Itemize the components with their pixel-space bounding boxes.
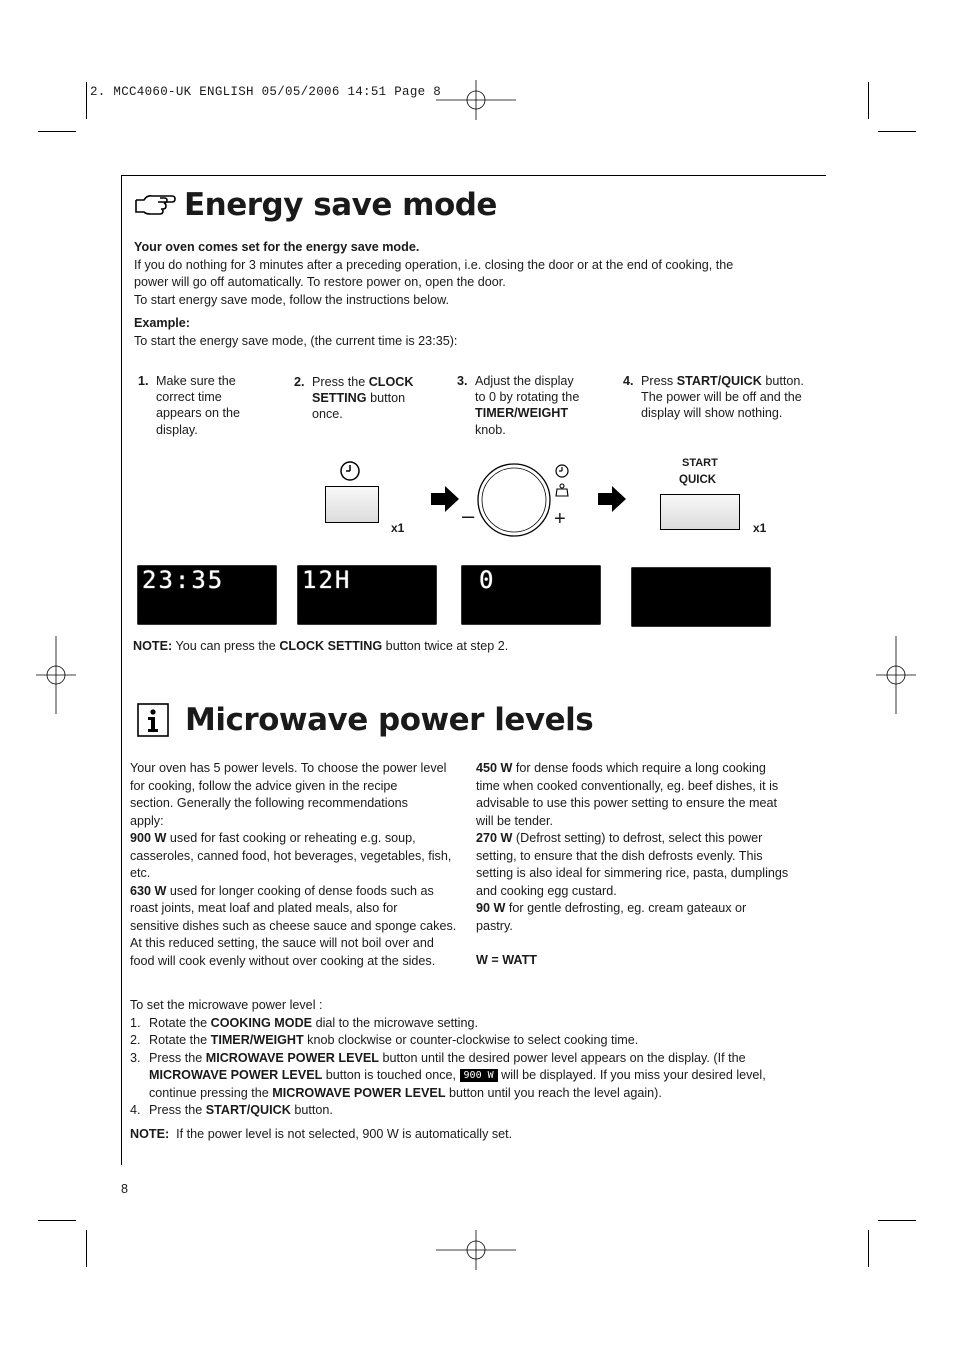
registration-mark-icon [876,636,916,714]
step-4: 4. Press START/QUICK button. The power will be off and the display will show nothing. [623,374,804,421]
frame-left-rule [121,175,122,1165]
energy-title: Energy save mode [184,187,497,223]
power-left-column: Your oven has 5 power levels. To choose the power level for cooking, follow the advice given in the recipe section. Generally the following recommendations apply: 900 W used for fast cooking or reheating e.g. soup, casseroles, canned food, hot beverages, vegetables, fish, etc. 630 W used for longer cooking of dense foods such as roast joints, meat loaf and plated meals, also for sensitive dishes such as cheese sauce and sponge cakes. At this reduced setting, the sauce will not boil over and food will cook evenly without over cooking at the sides. [130,761,457,968]
press-count: x1 [753,521,767,535]
quick-label: QUICK [679,474,717,486]
arrow-right-icon [431,486,459,512]
display-readout: 23:35 [142,566,225,594]
info-icon [137,703,169,737]
example-text: To start the energy save mode, (the current time is 23:35): [134,333,458,348]
power-title: Microwave power levels [185,702,594,738]
print-slug: 2. MCC4060-UK ENGLISH 05/05/2006 14:51 Page 8 [90,85,442,99]
step-3: 3. Adjust the display to 0 by rotating the TIMER/WEIGHT knob. [457,374,580,437]
display-panel [137,565,277,625]
energy-intro [134,239,814,350]
frame-top-rule [121,175,826,176]
intro-line: power will go off automatically. To restore power on, open the door. [134,275,506,289]
registration-mark-icon [36,636,76,714]
crop-mark [38,1220,76,1221]
press-count: x1 [391,521,405,535]
crop-mark [86,82,87,119]
registration-mark-icon [436,1230,516,1270]
display-readout: 12H [302,566,352,594]
example-label: Example: [134,316,190,330]
page-number: 8 [121,1182,129,1196]
weight-icon [554,482,570,498]
crop-mark [38,131,76,132]
step-2: 2. Press the CLOCK SETTING button once. [294,375,414,422]
timer-weight-knob[interactable] [476,462,552,538]
knob-plus-label: + [554,508,566,530]
start-label: START [682,457,718,469]
crop-mark [868,1230,869,1267]
step-1: 1. Make sure the correct time appears on the display. [138,374,241,437]
knob-minus-label: – [462,503,475,528]
crop-mark [868,82,869,119]
display-panel [297,565,437,625]
pointing-hand-icon [134,192,176,218]
display-panel [631,567,771,627]
power-right-column: 450 W for dense foods which require a long cooking time when cooked conventionally, eg. beef dishes, it is advisable to use this power setting to ensure the meat will be tender. 270 W (Defrost setting) to defrost, select this power setting, to ensure that the dish defrosts evenly. This setting is also ideal for simmering rice, pasta, dumplings and cooking egg custard. 90 W for gentle defrosting, eg. cream gateaux or pastry. W = WATT [476,760,816,970]
clock-icon [339,460,361,482]
intro-line: To start energy save mode, follow the instructions below. [134,292,450,307]
crop-mark [878,1220,916,1221]
start-quick-button[interactable] [660,494,740,530]
display-readout: 0 [479,566,496,594]
clock-icon [554,463,570,479]
intro-bold: Your oven comes set for the energy save mode. [134,240,420,254]
inline-display: 900 W [460,1069,498,1082]
registration-mark-icon [436,80,516,120]
clock-setting-button[interactable] [325,486,379,523]
watt-legend: W = WATT [476,953,537,967]
display-panel [461,565,601,625]
intro-line: If you do nothing for 3 minutes after a preceding operation, i.e. closing the door or at the end of cooking, the [134,257,734,272]
energy-section-heading [134,187,497,223]
crop-mark [878,131,916,132]
crop-mark [86,1230,87,1267]
arrow-right-icon [598,486,626,512]
power-setting-steps: To set the microwave power level : 1. Rotate the COOKING MODE dial to the microwave setting. 2. Rotate the TIMER/WEIGHT knob clockwise or counter-clockwise to select cooking time. 3. Press the MICROWAVE POWER LEVEL button until the desired power level appears on the display. (If the MICROWAVE POWER LEVEL button is touched once, 900 W will be displayed. If you miss your desired level, continue pressing the MICROWAVE POWER LEVEL button until you reach the level again). 4. Press the START/QUICK button. NOTE: If the power level is not selected, 900 W is automatically set. [130,998,766,1141]
power-section-heading [137,702,593,738]
energy-note: NOTE: You can press the CLOCK SETTING button twice at step 2. [133,639,509,653]
